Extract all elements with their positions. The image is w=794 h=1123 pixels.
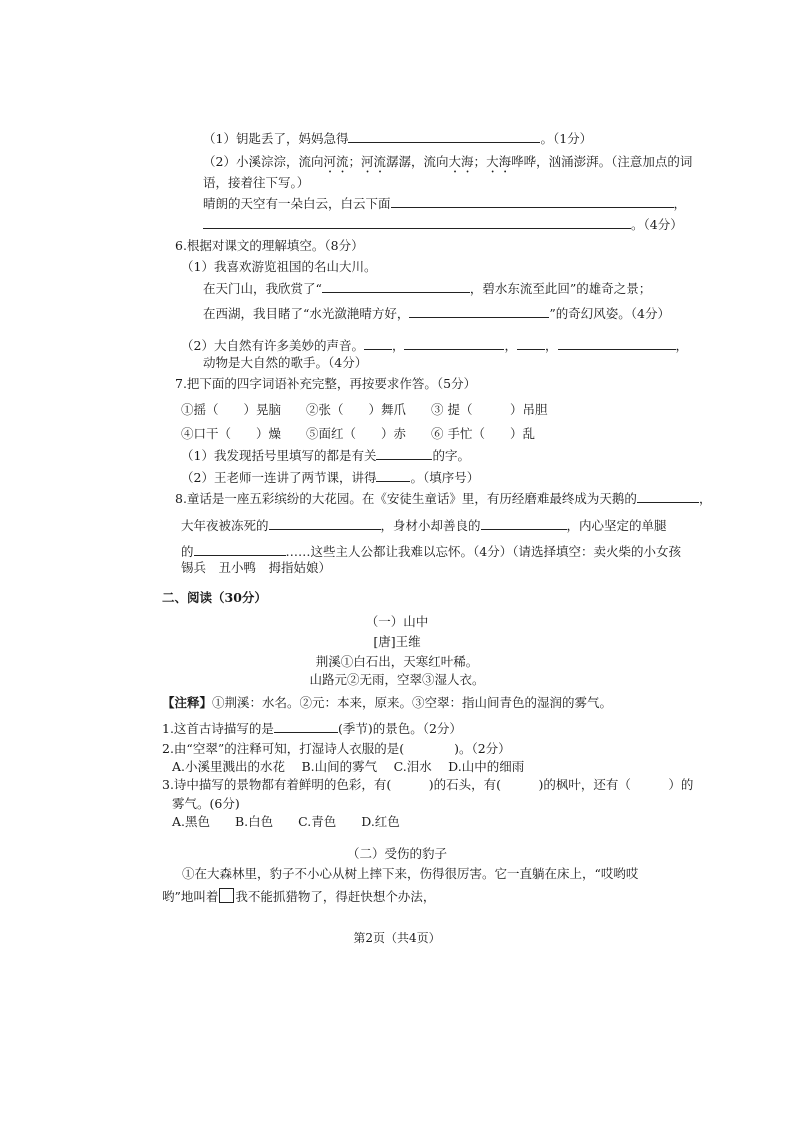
q5-item2-text: 哗哗，汹涌澎湃。（注意加点的词	[511, 154, 693, 169]
q6-text: （2）大自然有许多美妙的声音。	[181, 338, 364, 353]
q7-text: （1）我发现括号里填写的都是有关	[181, 448, 377, 463]
passage-p1-line2	[162, 888, 435, 906]
q8-text: 的	[181, 544, 194, 559]
passage-text: 哟”地叫着	[162, 889, 219, 904]
passage-p1-line1: ①在大森林里，豹子不小心从树上摔下来，伤得很厉害。它一直躺在床上，“哎哟哎	[182, 866, 639, 881]
q6-item2	[181, 337, 688, 355]
answer-blank[interactable]	[637, 490, 699, 503]
q5-item2-text: ；	[473, 154, 487, 169]
answer-blank[interactable]	[194, 543, 286, 556]
punctuation-box[interactable]	[219, 888, 234, 903]
q5-item2-line2: 语，接着往下写。）	[203, 175, 310, 190]
q6-text: ”的奇幻风姿。（4分）	[549, 306, 670, 321]
answer-blank[interactable]	[376, 469, 410, 482]
q8-line1	[175, 490, 711, 508]
answer-blank[interactable]	[348, 130, 540, 143]
section-heading: 二、阅读（30分）	[162, 590, 267, 605]
answer-blank[interactable]	[364, 337, 392, 350]
q5-item1-text: （1）钥匙丢了，妈妈急得	[203, 131, 349, 146]
q7-text: 。（填序号）	[410, 470, 480, 485]
passage-text: 我不能抓猎物了，得赶快想个办法，	[235, 889, 436, 904]
q7-row2: ④口干（ ）燥 ⑤面红（ ）赤 ⑥ 手忙（ ）乱	[181, 426, 535, 441]
q8-line2	[181, 517, 667, 535]
q7-text: 的字。	[432, 448, 470, 463]
q6-item2-line2: 动物是大自然的歌手。（4分）	[203, 355, 368, 370]
answer-blank[interactable]	[274, 720, 338, 733]
answer-blank[interactable]	[322, 280, 470, 293]
q5-item2-score: 。（4分）	[631, 217, 683, 232]
punct: ，	[391, 338, 405, 353]
note-text: ①荆溪：水名。②元：本来，原来。③空翠：指山间青色的湿润的雾气。	[212, 695, 613, 710]
q7-text: （2）王老师一连讲了两节课，讲得	[181, 470, 377, 485]
q6-item1-line2	[203, 280, 651, 298]
reading-q1-text: 1.这首古诗描写的是	[162, 721, 274, 736]
reading-q3-line2: 雾气。(6分)	[172, 796, 240, 811]
punct: ，	[545, 338, 558, 353]
q6-text: 在天门山，我欣赏了“	[203, 281, 322, 296]
reading-q1-text: (季节)的景色。（2分）	[337, 721, 462, 736]
reading-q3-options: A.黑色 B.白色 C.青色 D.红色	[172, 814, 400, 829]
q8-text: ，内心坚定的单腿	[566, 518, 667, 533]
punct: ，	[675, 338, 689, 353]
reading-q2: 2.由“空翠”的注释可知，打湿诗人衣服的是( )。（2分）	[162, 741, 511, 756]
reading-q2-options: A.小溪里溅出的水花 B.山间的雾气 C.泪水 D.山中的细雨	[172, 759, 525, 774]
dotted-word: 河流	[361, 154, 387, 169]
answer-blank[interactable]	[203, 216, 631, 229]
q7-sub2	[181, 469, 479, 487]
q6-text: 在西湖，我目睹了“水光潋滟晴方好，	[203, 306, 410, 321]
answer-blank[interactable]	[269, 517, 381, 530]
q5-item2-line4	[203, 216, 683, 234]
q6-title: 6.根据对课文的理解填空。（8分）	[175, 238, 364, 253]
punct: ，	[698, 491, 712, 506]
q5-item2-line3-text: 晴朗的天空有一朵白云，白云下面	[203, 196, 391, 211]
answer-blank[interactable]	[517, 337, 545, 350]
q5-item2-text: （2）小溪淙淙，流向	[203, 154, 324, 169]
answer-blank[interactable]	[409, 305, 549, 318]
punct: ，	[504, 338, 517, 353]
q5-item1-score: 。（1分）	[540, 131, 593, 146]
q8-text: ……这些主人公都让我难以忘怀。（4分）（请选择填空：卖火柴的小女孩	[285, 544, 681, 559]
q6-item1-line3	[203, 305, 670, 323]
q5-item1	[203, 130, 592, 148]
poem-author: [唐]王维	[373, 634, 421, 649]
poem-line2: 山路元②无雨，空翠③湿人衣。	[309, 672, 485, 687]
reading-q1	[162, 720, 462, 738]
poem-title: （一）山中	[365, 614, 429, 629]
q7-sub1	[181, 447, 470, 465]
q7-title: 7.把下面的四字词语补充完整，再按要求作答。（5分）	[175, 376, 477, 391]
dotted-word: 河流	[323, 154, 349, 169]
dotted-word: 大海	[486, 154, 512, 169]
q8-text: 8.童话是一座五彩缤纷的大花园。在《安徒生童话》里，有历经磨难最终成为天鹅的	[175, 491, 637, 506]
poem-notes	[162, 694, 612, 712]
punct: ，	[673, 196, 687, 211]
q8-text: ，身材小却善良的	[380, 518, 481, 533]
poem-line1: 荆溪①白石出，天寒红叶稀。	[315, 654, 479, 669]
answer-blank[interactable]	[404, 337, 504, 350]
q7-row1: ①摇（ ）晃脑 ②张（ ）舞爪 ③ 提（ ）吊胆	[181, 402, 548, 417]
answer-blank[interactable]	[376, 447, 432, 460]
q5-item2-text: ；	[348, 154, 361, 169]
reading-q3: 3.诗中描写的景物都有着鲜明的色彩，有( )的石头，有( )的枫叶，还有（ ）的	[162, 777, 694, 792]
q5-item2-line3	[203, 195, 686, 213]
q8-text: 大年夜被冻死的	[181, 518, 269, 533]
q5-item2-text: 潺潺，流向	[386, 154, 449, 169]
q6-text: ，碧水东流至此回”的雄奇之景；	[469, 281, 652, 296]
q5-item2	[203, 153, 692, 176]
dotted-word: 大海	[448, 154, 474, 169]
answer-blank[interactable]	[558, 337, 676, 350]
passage-title: （二）受伤的豹子	[346, 846, 447, 861]
note-label: 【注释】	[162, 695, 213, 710]
answer-blank[interactable]	[481, 517, 567, 530]
page-footer: 第2页（共4页）	[353, 931, 441, 945]
answer-blank[interactable]	[391, 195, 674, 208]
q6-item1: （1）我喜欢游览祖国的名山大川。	[181, 259, 377, 274]
q8-line4: 锡兵 丑小鸭 拇指姑娘）	[181, 560, 332, 575]
